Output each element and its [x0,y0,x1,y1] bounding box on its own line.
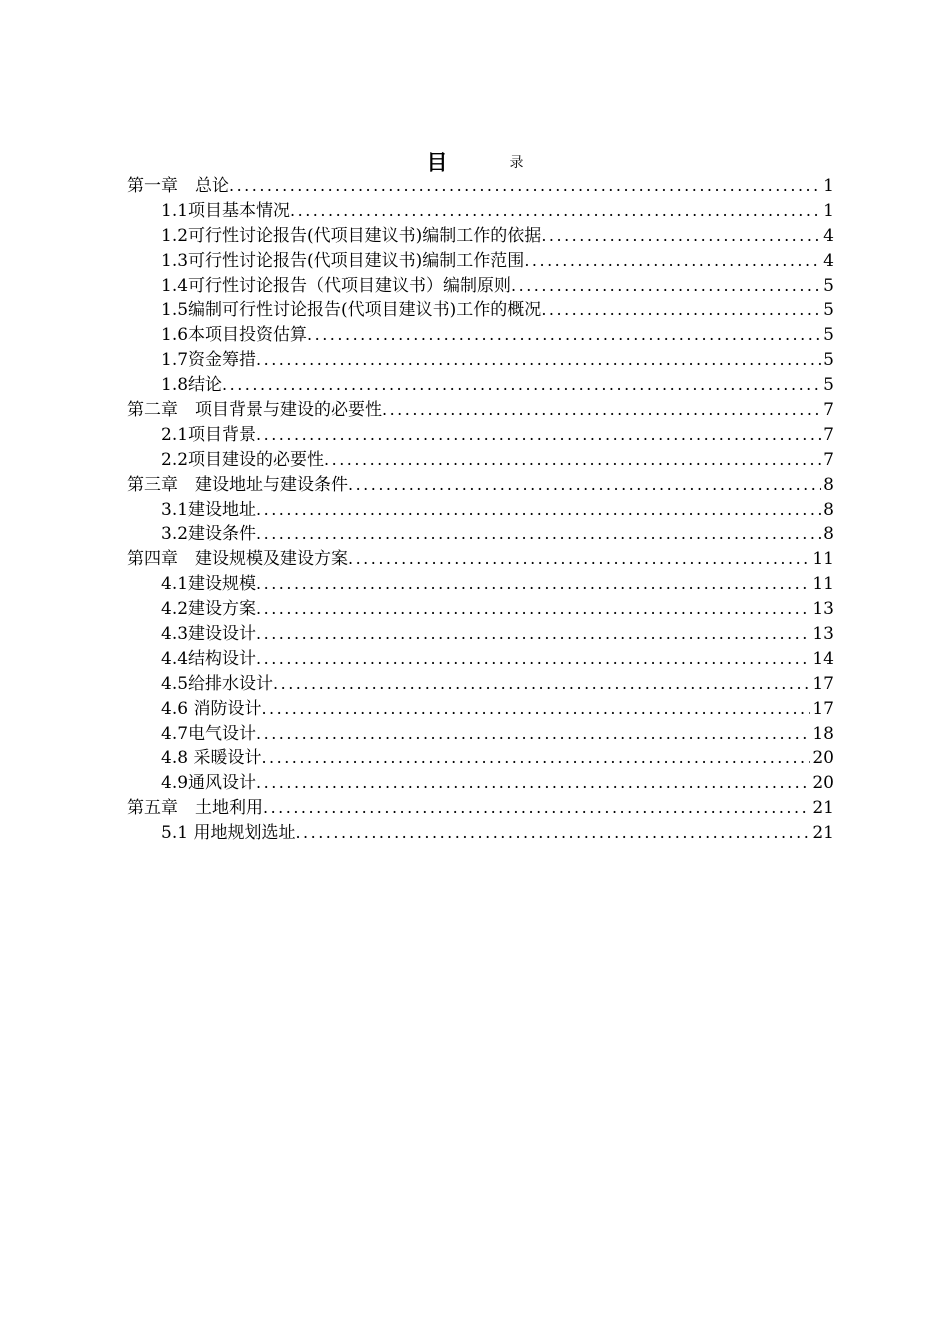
toc-dot-leader [256,423,821,448]
toc-entry-label: 1.4可行性讨论报告（代项目建议书）编制原则 [161,275,512,296]
toc-page-number: 21 [812,823,834,844]
toc-entry-label: 1.7资金筹措 [161,350,257,371]
toc-section-entry[interactable] [127,746,834,771]
toc-section-entry[interactable] [127,423,834,448]
toc-page-number: 18 [812,723,834,744]
toc-title-secondary: 录 [509,154,524,171]
toc-chapter-entry[interactable] [127,398,834,423]
toc-dot-leader [511,274,821,299]
toc-title-main: 目 [426,149,448,175]
toc-dot-leader [295,821,810,846]
toc-page-number: 4 [823,225,834,246]
toc-dot-leader [541,298,821,323]
toc-entry-label: 4.8 采暖设计 [161,748,262,769]
toc-page-number: 20 [812,748,834,769]
toc-title [0,150,950,174]
toc-entry-label: 2.1项目背景 [161,424,257,445]
toc-section-entry[interactable] [127,622,834,647]
toc-entry-label: 第五章 土地利用 [127,798,263,819]
toc-chapter-entry[interactable] [127,473,834,498]
toc-page-number: 1 [823,200,834,221]
toc-page-number: 5 [823,350,834,371]
toc-dot-leader [541,224,821,249]
toc-page-number: 13 [812,624,834,645]
toc-dot-leader [261,697,810,722]
toc-entry-label: 5.1 用地规划选址 [161,823,296,844]
toc-dot-leader [307,323,821,348]
toc-page-number: 8 [823,499,834,520]
toc-page-number: 11 [812,549,834,570]
toc-page-number: 14 [812,648,834,669]
toc-section-entry[interactable] [127,498,834,523]
toc-section-entry[interactable] [127,199,834,224]
toc-page-number: 7 [823,449,834,470]
toc-dot-leader [256,722,810,747]
toc-entry-label: 1.2可行性讨论报告(代项目建议书)编制工作的依据 [161,225,542,246]
toc-section-entry[interactable] [127,722,834,747]
toc-section-entry[interactable] [127,298,834,323]
toc-dot-leader [263,796,810,821]
toc-page-number: 1 [823,176,834,196]
toc-entry-label: 4.2建设方案 [161,599,257,620]
toc-dot-leader [229,174,821,199]
toc-section-entry[interactable] [127,448,834,473]
toc-dot-leader [290,199,821,224]
toc-section-entry[interactable] [127,274,834,299]
toc-chapter-entry[interactable] [127,547,834,572]
toc-entry-label: 3.1建设地址 [161,499,257,520]
toc-section-entry[interactable] [127,572,834,597]
toc-entry-label: 第一章 总论 [127,176,229,196]
toc-dot-leader [256,597,810,622]
toc-page-number: 5 [823,300,834,321]
toc-dot-leader [222,373,821,398]
toc-section-entry[interactable] [127,522,834,547]
toc-section-entry[interactable] [127,697,834,722]
toc-entry-label: 第三章 建设地址与建设条件 [127,474,348,495]
toc-entry-label: 1.1项目基本情况 [161,200,291,221]
toc-dot-leader [256,622,810,647]
toc-entry-label: 4.5给排水设计 [161,673,274,694]
toc-entry-label: 3.2建设条件 [161,524,257,545]
toc-section-entry[interactable] [127,224,834,249]
toc-page-number: 4 [823,250,834,271]
toc-entry-label: 1.5编制可行性讨论报告(代项目建议书)工作的概况 [161,300,542,321]
toc-section-entry[interactable] [127,771,834,796]
toc-chapter-entry[interactable] [127,174,834,199]
toc-dot-leader [382,398,821,423]
toc-page-number: 17 [812,698,834,719]
toc-dot-leader [256,647,810,672]
toc-dot-leader [261,746,810,771]
toc-section-entry[interactable] [127,672,834,697]
toc-dot-leader [256,771,810,796]
toc-page-number: 11 [812,574,834,595]
toc-dot-leader [256,348,821,373]
toc-page-number: 8 [823,524,834,545]
toc-entry-label: 第四章 建设规模及建设方案 [127,549,348,570]
toc-section-entry[interactable] [127,821,834,846]
toc-dot-leader [524,249,821,274]
table-of-contents [127,174,834,846]
toc-page-number: 5 [823,375,834,396]
toc-page-number: 7 [823,400,834,421]
toc-entry-label: 1.6本项目投资估算 [161,325,308,346]
toc-entry-label: 4.1建设规模 [161,574,257,595]
toc-page-number: 21 [812,798,834,819]
toc-section-entry[interactable] [127,249,834,274]
toc-page-number: 13 [812,599,834,620]
toc-entry-label: 1.3可行性讨论报告(代项目建议书)编制工作范围 [161,250,525,271]
toc-dot-leader [348,547,810,572]
toc-chapter-entry[interactable] [127,796,834,821]
toc-section-entry[interactable] [127,597,834,622]
toc-page-number: 17 [812,673,834,694]
toc-page-number: 5 [823,325,834,346]
toc-dot-leader [273,672,810,697]
toc-section-entry[interactable] [127,348,834,373]
toc-page-number: 7 [823,424,834,445]
toc-section-entry[interactable] [127,647,834,672]
toc-dot-leader [348,473,821,498]
toc-entry-label: 4.4结构设计 [161,648,257,669]
toc-dot-leader [256,522,821,547]
toc-entry-label: 4.3建设设计 [161,624,257,645]
toc-entry-label: 4.9通风设计 [161,773,257,794]
toc-entry-label: 4.6 消防设计 [161,698,262,719]
toc-dot-leader [324,448,821,473]
toc-page-number: 20 [812,773,834,794]
toc-entry-label: 1.8结论 [161,375,223,396]
toc-dot-leader [256,498,821,523]
toc-section-entry[interactable] [127,323,834,348]
toc-entry-label: 4.7电气设计 [161,723,257,744]
toc-entry-label: 第二章 项目背景与建设的必要性 [127,400,382,421]
toc-entry-label: 2.2项目建设的必要性 [161,449,325,470]
toc-dot-leader [256,572,810,597]
toc-page-number: 8 [823,474,834,495]
toc-page-number: 5 [823,275,834,296]
toc-section-entry[interactable] [127,373,834,398]
